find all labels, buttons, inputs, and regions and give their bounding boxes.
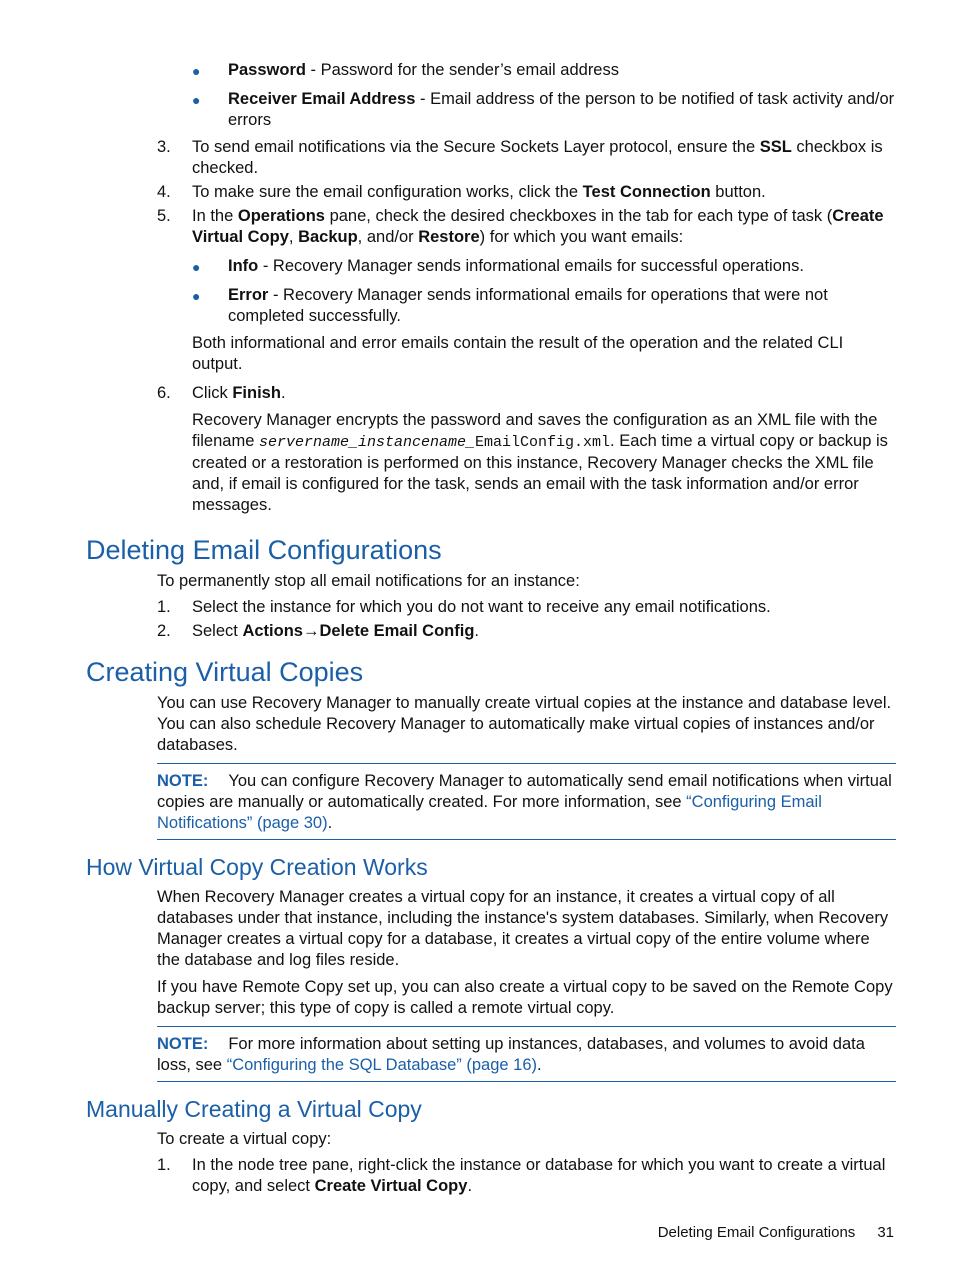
bullet-item-error: Error - Recovery Manager sends informational emails for operations that were not completed successfully. <box>228 286 828 325</box>
page-number: 31 <box>877 1224 894 1241</box>
note-label: NOTE: <box>157 772 209 790</box>
manual-step-1: In the node tree pane, right-click the instance or database for which you want to create a virtual copy, and select Create Virtual Copy. <box>192 1156 886 1195</box>
how-paragraph-2: If you have Remote Copy set up, you can also create a virtual copy to be saved on the Remote Copy backup server; this type of copy is called a remote virtual copy. <box>157 978 893 1017</box>
subsection-heading-manual: Manually Creating a Virtual Copy <box>86 1096 422 1122</box>
section-heading-deleting: Deleting Email Configurations <box>86 535 442 565</box>
deleting-step-2: Select Actions→Delete Email Config. <box>192 622 480 640</box>
note-rule-bottom <box>157 1081 896 1082</box>
step-number: 4. <box>157 183 171 201</box>
how-note: NOTE: For more information about setting up instances, databases, and volumes to avoid data loss, see “Configuring the SQL Database” (page 16). <box>157 1035 865 1074</box>
bullet-icon: ● <box>192 92 201 108</box>
section-heading-creating: Creating Virtual Copies <box>86 657 364 687</box>
link-configuring-email-notifications[interactable]: “Configuring Email Notifications” (page 30) <box>157 793 822 832</box>
step-number: 2. <box>157 622 171 640</box>
bullet-item-password: Password - Password for the sender’s email address <box>228 61 619 79</box>
deleting-step-1: Select the instance for which you do not want to receive any email notifications. <box>192 598 771 616</box>
step-5-note: Both informational and error emails contain the result of the operation and the related CLI output. <box>192 334 844 373</box>
note-rule-top <box>157 763 896 764</box>
bullet-icon: ● <box>192 259 201 275</box>
creating-note: NOTE: You can configure Recovery Manager to automatically send email notifications when virtual copies are manually or automatically created. For more information, see “Configuring Email Notifications” (page 30). <box>157 772 892 832</box>
footer-section-title: Deleting Email Configurations <box>657 1224 856 1241</box>
page-footer <box>658 1222 894 1243</box>
subsection-heading-how: How Virtual Copy Creation Works <box>86 854 428 880</box>
step-6-text: Click Finish. <box>192 384 286 402</box>
step-5-text: In the Operations pane, check the desired checkboxes in the tab for each type of task (Create Virtual Copy, Backup, and/or Restore) for which you want emails: <box>192 207 884 246</box>
step-number: 5. <box>157 207 171 225</box>
step-number: 1. <box>157 598 171 616</box>
bullet-icon: ● <box>192 63 201 79</box>
menu-arrow-icon: → <box>302 622 320 640</box>
step-number: 1. <box>157 1156 171 1174</box>
bullet-item-info: Info - Recovery Manager sends informational emails for successful operations. <box>228 257 804 275</box>
deleting-intro: To permanently stop all email notifications for an instance: <box>157 572 580 590</box>
manual-intro: To create a virtual copy: <box>157 1130 332 1148</box>
note-label: NOTE: <box>157 1035 209 1053</box>
how-paragraph-1: When Recovery Manager creates a virtual copy for an instance, it creates a virtual copy of all databases under that instance, including the instance's system databases. Similarly, when Recovery Manager creates a virtual copy for a database, it creates a virtual copy of the entire volume where the database and log files reside. <box>157 888 889 969</box>
step-number: 3. <box>157 138 171 156</box>
bullet-icon: ● <box>192 288 201 304</box>
step-3-text: To send email notifications via the Secure Sockets Layer protocol, ensure the SSL checkbox is checked. <box>192 138 883 177</box>
step-number: 6. <box>157 384 171 402</box>
step-4-text: To make sure the email configuration works, click the Test Connection button. <box>192 183 766 201</box>
bullet-item-receiver-email: Receiver Email Address - Email address of the person to be notified of task activity and/or errors <box>228 90 895 129</box>
step-6-paragraph: Recovery Manager encrypts the password and saves the configuration as an XML file with the filename servername_instancename_EmailConfig.xml. Each time a virtual copy or backup is created or a restoration is performed on this instance, Recovery Manager checks the XML file and, if email is configured for the task, sends an email with the task information and/or error messages. <box>192 411 888 514</box>
creating-paragraph: You can use Recovery Manager to manually create virtual copies at the instance and database level. You can also schedule Recovery Manager to automatically make virtual copies of instances and/or databases. <box>157 694 892 754</box>
note-rule-bottom <box>157 839 896 840</box>
note-rule-top <box>157 1026 896 1027</box>
link-configuring-sql-database[interactable]: “Configuring the SQL Database” (page 16) <box>226 1056 538 1074</box>
